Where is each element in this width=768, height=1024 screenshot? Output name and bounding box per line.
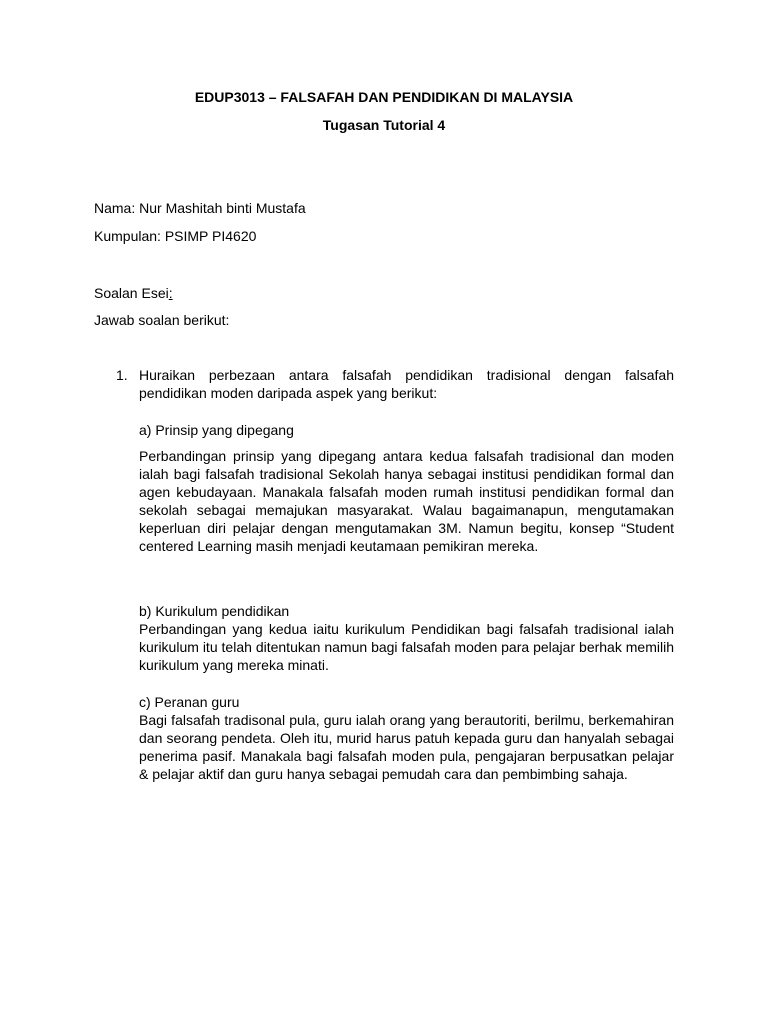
section-heading-principle: a) Prinsip yang dipegang xyxy=(139,422,294,438)
question-number: 1. xyxy=(116,367,128,383)
essay-prompt: Jawab soalan berikut: xyxy=(94,312,230,328)
section-heading-curriculum: b) Kurikulum pendidikan xyxy=(139,603,290,619)
section-body-teacher-role: Bagi falsafah tradisonal pula, guru ialah orang yang berautoriti, berilmu, berkemahiran dan seorang pendeta. Oleh itu, murid harus patuh kepada guru dan hanyalah sebagai penerima pasif. Manakala bagi falsafah moden pula, pengajaran berpusatkan pelajar & pelajar aktif dan guru hanya sebagai pemudah cara dan pembimbing sahaja. xyxy=(139,712,674,782)
student-group: Kumpulan: PSIMP PI4620 xyxy=(94,228,257,244)
section-heading-teacher-role: c) Peranan guru xyxy=(139,694,240,710)
student-name: Nama: Nur Mashitah binti Mustafa xyxy=(94,200,306,216)
section-body-curriculum: Perbandingan yang kedua iaitu kurikulum Pendidikan bagi falsafah tradisional ialah kurikulum itu telah ditentukan namun bagi falsafah moden para pelajar berhak memilih kurikulum yang mereka minati. xyxy=(139,621,674,673)
essay-label-line xyxy=(94,284,173,302)
essay-label: Soalan Esei xyxy=(94,285,169,301)
question-text: Huraikan perbezaan antara falsafah pendidikan tradisional dengan falsafah pendidikan moden daripada aspek yang berikut: xyxy=(139,367,674,401)
course-title: EDUP3013 – FALSAFAH DAN PENDIDIKAN DI MALAYSIA xyxy=(194,89,574,105)
section-body-principle: Perbandingan prinsip yang dipegang antara kedua falsafah tradisional dan moden ialah bagi falsafah tradisional Sekolah hanya sebagai institusi pendidikan formal dan agen kebudayaan. Manakala falsafah moden rumah institusi pendidikan formal dan sekolah sebagai memajukan masyarakat. Walau bagaimanapun, mengutamakan keperluan diri pelajar dengan mengutamakan 3M. Namun begitu, konsep “Student centered Learning masih menjadi keutamaan pemikiran mereka. xyxy=(139,448,674,554)
essay-label-colon: : xyxy=(168,285,173,301)
assignment-title: Tugasan Tutorial 4 xyxy=(322,117,446,133)
